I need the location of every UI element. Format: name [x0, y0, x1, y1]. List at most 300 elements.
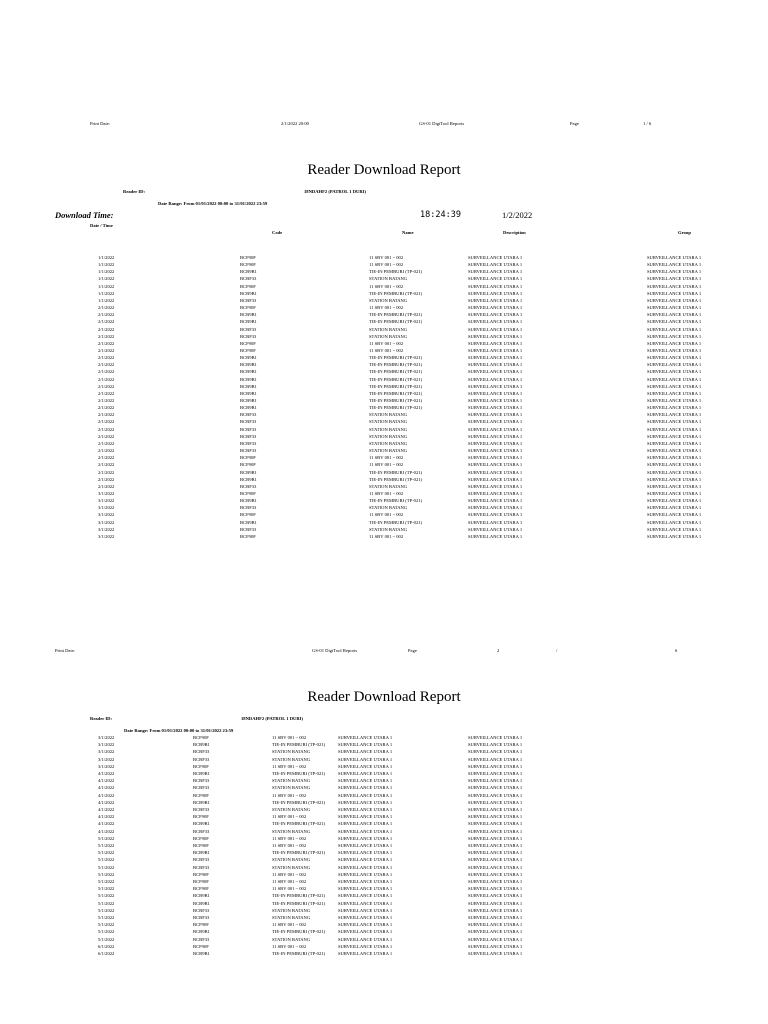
cell-name: TIE-IN PEMBURI (TP-021) [272, 742, 326, 748]
cell-name: 11 SBV 001 ~ 002 [369, 533, 404, 539]
cell-group: SURVEILLANCE UTARA 1 [468, 778, 523, 784]
cell-name: TIE-IN PEMBURI (TP-021) [369, 319, 423, 325]
table-row [0, 806, 768, 813]
table-row [0, 748, 768, 755]
cell-name: STATION BATANG [369, 433, 408, 439]
cell-date: 2/1/2022 [98, 376, 115, 382]
cell-desc: SURVEILLANCE UTARA 1 [468, 519, 523, 525]
cell-group: SURVEILLANCE UTARA 1 [468, 828, 523, 834]
table-row [0, 368, 768, 375]
cell-date: 5/1/2022 [98, 864, 115, 870]
page-current: 2 [497, 648, 500, 653]
cell-code: BCB9B1 [240, 362, 257, 368]
cell-name: TIE-IN PEMBURI (TP-021) [272, 850, 326, 856]
cell-group: SURVEILLANCE UTARA 1 [647, 312, 702, 318]
cell-code: BCF90F [240, 462, 256, 468]
cell-name: TIE-IN PEMBURI (TP-021) [369, 369, 423, 375]
page-number: 1 / 6 [643, 121, 652, 126]
table-row [0, 404, 768, 411]
report-title: Reader Download Report [307, 689, 461, 705]
cell-desc: SURVEILLANCE UTARA 1 [338, 857, 393, 863]
cell-name: STATION BATANG [369, 297, 408, 303]
table-row [0, 490, 768, 497]
cell-desc: SURVEILLANCE UTARA 1 [338, 900, 393, 906]
table-row [0, 907, 768, 914]
cell-desc: SURVEILLANCE UTARA 1 [468, 269, 523, 275]
cell-desc: SURVEILLANCE UTARA 1 [468, 255, 523, 260]
table-row [0, 361, 768, 368]
cell-name: TIE-IN PEMBURI (TP-021) [369, 476, 423, 482]
cell-date: 3/1/2022 [98, 533, 115, 539]
cell-desc: SURVEILLANCE UTARA 1 [338, 835, 393, 841]
cell-group: SURVEILLANCE UTARA 1 [647, 526, 702, 532]
cell-code: BCBF33 [240, 448, 257, 454]
table-row [0, 354, 768, 361]
system-name: GS-01 DigiTool Reports [419, 121, 465, 126]
cell-group: SURVEILLANCE UTARA 1 [647, 362, 702, 368]
cell-group: SURVEILLANCE UTARA 1 [468, 785, 523, 791]
cell-group: SURVEILLANCE UTARA 1 [647, 355, 702, 361]
cell-desc: SURVEILLANCE UTARA 1 [468, 448, 523, 454]
print-date-label: Print Date: [90, 121, 111, 126]
cell-code: BCB9B1 [240, 383, 257, 389]
table-row [0, 461, 768, 468]
cell-code: BCB9B1 [240, 519, 257, 525]
cell-group: SURVEILLANCE UTARA 1 [647, 283, 702, 289]
cell-date: 5/1/2022 [98, 871, 115, 877]
cell-desc: SURVEILLANCE UTARA 1 [338, 915, 393, 920]
cell-code: BCB9B1 [193, 821, 210, 827]
cell-group: SURVEILLANCE UTARA 1 [468, 850, 523, 856]
cell-group: SURVEILLANCE UTARA 1 [647, 440, 702, 446]
cell-code: BCF90F [193, 922, 209, 928]
table-row [0, 326, 768, 333]
cell-date: 4/1/2022 [98, 828, 115, 834]
cell-date: 5/1/2022 [98, 922, 115, 928]
cell-desc: SURVEILLANCE UTARA 1 [338, 936, 393, 942]
cell-name: TIE-IN PEMBURI (TP-021) [369, 469, 423, 475]
cell-code: BCB9B1 [240, 376, 257, 382]
table-row [0, 878, 768, 885]
cell-desc: SURVEILLANCE UTARA 1 [468, 462, 523, 468]
table-row [0, 820, 768, 827]
cell-desc: SURVEILLANCE UTARA 1 [468, 290, 523, 296]
cell-desc: SURVEILLANCE UTARA 1 [338, 807, 393, 812]
cell-date: 5/1/2022 [98, 850, 115, 856]
cell-desc: SURVEILLANCE UTARA 1 [468, 433, 523, 439]
cell-group: SURVEILLANCE UTARA 1 [468, 879, 523, 884]
cell-name: STATION BATANG [272, 915, 311, 920]
download-time: 18:24:39 [420, 210, 461, 220]
cell-group: SURVEILLANCE UTARA 1 [468, 943, 523, 949]
cell-date: 5/1/2022 [98, 929, 115, 935]
table-row [0, 777, 768, 784]
cell-date: 5/1/2022 [98, 857, 115, 863]
cell-group: SURVEILLANCE UTARA 1 [647, 519, 702, 525]
cell-desc: SURVEILLANCE UTARA 1 [468, 383, 523, 389]
print-date-label: Print Date: [55, 648, 76, 653]
cell-date: 2/1/2022 [98, 483, 115, 489]
cell-code: BCB9B1 [193, 742, 210, 748]
cell-group: SURVEILLANCE UTARA 1 [647, 340, 702, 346]
cell-name: TIE-IN PEMBURI (TP-021) [272, 799, 326, 805]
table-row [0, 741, 768, 748]
cell-desc: SURVEILLANCE UTARA 1 [338, 943, 393, 949]
cell-desc: SURVEILLANCE UTARA 1 [468, 469, 523, 475]
cell-code: BCBF33 [240, 440, 257, 446]
cell-group: SURVEILLANCE UTARA 1 [468, 763, 523, 769]
cell-date: 5/1/2022 [98, 907, 115, 913]
cell-group: SURVEILLANCE UTARA 1 [468, 735, 523, 740]
cell-desc: SURVEILLANCE UTARA 1 [468, 362, 523, 368]
cell-date: 5/1/2022 [98, 936, 115, 942]
cell-code: BCBF33 [193, 907, 210, 913]
table-row [0, 333, 768, 340]
cell-group: SURVEILLANCE UTARA 1 [647, 383, 702, 389]
cell-name: 11 SBV 001 ~ 002 [272, 943, 307, 949]
cell-group: SURVEILLANCE UTARA 1 [647, 433, 702, 439]
cell-code: BCB9B1 [240, 405, 257, 411]
cell-desc: SURVEILLANCE UTARA 1 [338, 886, 393, 892]
date-range: Date Range: From 01/01/2022 00:00 to 31/01/2022 23:59 [158, 201, 268, 206]
cell-group: SURVEILLANCE UTARA 1 [647, 376, 702, 382]
date-range: Date Range: From 01/01/2022 00:00 to 31/01/2022 23:59 [124, 728, 234, 733]
cell-date: 5/1/2022 [98, 900, 115, 906]
cell-name: TIE-IN PEMBURI (TP-021) [369, 312, 423, 318]
cell-group: SURVEILLANCE UTARA 1 [468, 843, 523, 848]
cell-code: BCBF33 [193, 915, 210, 920]
table-row [0, 340, 768, 347]
cell-desc: SURVEILLANCE UTARA 1 [338, 792, 393, 798]
cell-date: 3/1/2022 [98, 526, 115, 532]
cell-name: STATION BATANG [369, 426, 408, 432]
cell-desc: SURVEILLANCE UTARA 1 [468, 398, 523, 403]
table-row [0, 936, 768, 943]
cell-group: SURVEILLANCE UTARA 1 [647, 455, 702, 461]
cell-name: TIE-IN PEMBURI (TP-021) [369, 519, 423, 525]
cell-code: BCF90F [193, 879, 209, 884]
table-row [0, 792, 768, 799]
cell-desc: SURVEILLANCE UTARA 1 [468, 283, 523, 289]
cell-name: STATION BATANG [272, 907, 311, 913]
table-row [0, 892, 768, 899]
cell-group: SURVEILLANCE UTARA 1 [468, 807, 523, 812]
table-row [0, 533, 768, 540]
cell-code: BCBF33 [240, 483, 257, 489]
cell-desc: SURVEILLANCE UTARA 1 [468, 490, 523, 496]
cell-name: STATION BATANG [369, 505, 408, 511]
page-total: 6 [675, 648, 678, 653]
cell-group: SURVEILLANCE UTARA 1 [468, 864, 523, 870]
cell-date: 3/1/2022 [98, 756, 115, 762]
cell-desc: SURVEILLANCE UTARA 1 [338, 951, 393, 956]
reader-id-label: Reader ID: [123, 189, 145, 194]
cell-code: BCBF33 [240, 426, 257, 432]
cell-date: 6/1/2022 [98, 943, 115, 949]
cell-code: BCF90F [193, 886, 209, 892]
cell-date: 4/1/2022 [98, 778, 115, 784]
table-row [0, 856, 768, 863]
col-date-time: Date / Time [90, 223, 113, 228]
cell-name: STATION BATANG [369, 440, 408, 446]
cell-group: SURVEILLANCE UTARA 1 [647, 405, 702, 411]
cell-name: STATION BATANG [272, 857, 311, 863]
cell-date: 5/1/2022 [98, 915, 115, 920]
cell-code: BCF90F [193, 871, 209, 877]
cell-code: BCBF33 [193, 936, 210, 942]
cell-desc: SURVEILLANCE UTARA 1 [468, 390, 523, 396]
cell-name: 11 SBV 001 ~ 002 [272, 922, 307, 928]
cell-group: SURVEILLANCE UTARA 1 [468, 886, 523, 892]
cell-desc: SURVEILLANCE UTARA 1 [338, 871, 393, 877]
cell-date: 2/1/2022 [98, 455, 115, 461]
cell-date: 3/1/2022 [98, 742, 115, 748]
page-label: Page [408, 648, 417, 653]
cell-desc: SURVEILLANCE UTARA 1 [468, 419, 523, 425]
cell-code: BCB9B1 [193, 799, 210, 805]
cell-code: BCBF33 [240, 276, 257, 282]
table-row [0, 849, 768, 856]
table-row [0, 440, 768, 447]
cell-code: BCB9B1 [240, 312, 257, 318]
cell-group: SURVEILLANCE UTARA 1 [647, 369, 702, 375]
cell-desc: SURVEILLANCE UTARA 1 [338, 922, 393, 928]
cell-group: SURVEILLANCE UTARA 1 [647, 390, 702, 396]
cell-desc: SURVEILLANCE UTARA 1 [468, 440, 523, 446]
cell-desc: SURVEILLANCE UTARA 1 [468, 405, 523, 411]
cell-name: 11 SBV 001 ~ 002 [272, 835, 307, 841]
cell-code: BCF90F [193, 814, 209, 820]
table-row [0, 469, 768, 476]
cell-group: SURVEILLANCE UTARA 1 [647, 305, 702, 311]
cell-desc: SURVEILLANCE UTARA 1 [468, 526, 523, 532]
cell-name: TIE-IN PEMBURI (TP-021) [272, 951, 326, 956]
cell-code: BCBF33 [240, 326, 257, 332]
cell-date: 3/1/2022 [98, 735, 115, 740]
cell-desc: SURVEILLANCE UTARA 1 [468, 455, 523, 461]
cell-date: 4/1/2022 [98, 771, 115, 776]
cell-desc: SURVEILLANCE UTARA 1 [338, 893, 393, 899]
cell-code: BCBF33 [240, 412, 257, 418]
cell-date: 4/1/2022 [98, 821, 115, 827]
cell-name: 11 SBV 001 ~ 002 [272, 879, 307, 884]
cell-desc: SURVEILLANCE UTARA 1 [468, 262, 523, 268]
table-row [0, 390, 768, 397]
cell-date: 2/1/2022 [98, 347, 115, 353]
cell-desc: SURVEILLANCE UTARA 1 [338, 799, 393, 805]
cell-name: STATION BATANG [272, 778, 311, 784]
table-row [0, 261, 768, 268]
cell-date: 5/1/2022 [98, 835, 115, 841]
cell-name: TIE-IN PEMBURI (TP-021) [369, 362, 423, 368]
cell-code: BCF90F [240, 305, 256, 311]
table-row [0, 864, 768, 871]
cell-desc: SURVEILLANCE UTARA 1 [468, 376, 523, 382]
cell-code: BCF90F [240, 262, 256, 268]
reader-id-value: 18NDAHF2 (PATROL 1 DURI) [304, 189, 366, 194]
cell-date: 3/1/2022 [98, 763, 115, 769]
table-row [0, 928, 768, 935]
cell-group: SURVEILLANCE UTARA 1 [647, 297, 702, 303]
cell-date: 2/1/2022 [98, 390, 115, 396]
table-row [0, 397, 768, 404]
cell-group: SURVEILLANCE UTARA 1 [647, 462, 702, 468]
cell-name: TIE-IN PEMBURI (TP-021) [369, 498, 423, 504]
cell-code: BCB9B1 [240, 355, 257, 361]
table-row [0, 497, 768, 504]
cell-code: BCB9B1 [193, 893, 210, 899]
cell-name: 11 SBV 001 ~ 002 [272, 735, 307, 740]
cell-date: 2/1/2022 [98, 448, 115, 454]
cell-group: SURVEILLANCE UTARA 1 [468, 929, 523, 935]
cell-group: SURVEILLANCE UTARA 1 [468, 749, 523, 755]
table-row [0, 297, 768, 304]
cell-name: 11 SBV 001 ~ 002 [369, 347, 404, 353]
cell-code: BCBF33 [193, 749, 210, 755]
system-name: GS-01 DigiTool Reports [312, 648, 358, 653]
cell-name: STATION BATANG [369, 326, 408, 332]
cell-name: STATION BATANG [369, 276, 408, 282]
cell-date: 2/1/2022 [98, 433, 115, 439]
table-row [0, 283, 768, 290]
cell-name: 11 SBV 001 ~ 002 [369, 512, 404, 518]
cell-name: 11 SBV 001 ~ 002 [272, 763, 307, 769]
cell-group: SURVEILLANCE UTARA 1 [468, 871, 523, 877]
table-row [0, 433, 768, 440]
table-row [0, 504, 768, 511]
cell-name: STATION BATANG [272, 807, 311, 812]
cell-name: 11 SBV 001 ~ 002 [272, 814, 307, 820]
cell-code: BCF90F [193, 835, 209, 841]
cell-group: SURVEILLANCE UTARA 1 [468, 792, 523, 798]
cell-name: STATION BATANG [369, 419, 408, 425]
cell-date: 2/1/2022 [98, 362, 115, 368]
cell-code: BCBF33 [193, 864, 210, 870]
page-separator: / [556, 648, 558, 653]
cell-group: SURVEILLANCE UTARA 1 [468, 936, 523, 942]
cell-name: STATION BATANG [272, 749, 311, 755]
cell-group: SURVEILLANCE UTARA 1 [647, 398, 702, 403]
cell-group: SURVEILLANCE UTARA 1 [647, 412, 702, 418]
cell-date: 1/1/2022 [98, 283, 115, 289]
table-row [0, 268, 768, 275]
cell-group: SURVEILLANCE UTARA 1 [647, 505, 702, 511]
cell-desc: SURVEILLANCE UTARA 1 [468, 340, 523, 346]
cell-group: SURVEILLANCE UTARA 1 [647, 290, 702, 296]
cell-desc: SURVEILLANCE UTARA 1 [468, 276, 523, 282]
cell-name: STATION BATANG [272, 756, 311, 762]
cell-code: BCF90F [240, 347, 256, 353]
col-code: Code [272, 230, 283, 235]
cell-code: BCBF33 [193, 857, 210, 863]
table-row [0, 347, 768, 354]
cell-group: SURVEILLANCE UTARA 1 [468, 771, 523, 776]
cell-date: 4/1/2022 [98, 785, 115, 791]
cell-group: SURVEILLANCE UTARA 1 [647, 476, 702, 482]
cell-code: BCB9B1 [240, 476, 257, 482]
col-name: Name [402, 230, 414, 235]
table-row [0, 784, 768, 791]
table-row [0, 454, 768, 461]
cell-code: BCBF33 [193, 785, 210, 791]
table-row [0, 835, 768, 842]
cell-name: TIE-IN PEMBURI (TP-021) [272, 929, 326, 935]
cell-date: 1/1/2022 [98, 276, 115, 282]
cell-name: 11 SBV 001 ~ 002 [369, 305, 404, 311]
cell-name: 11 SBV 001 ~ 002 [369, 255, 404, 260]
cell-code: BCBF33 [240, 526, 257, 532]
cell-name: TIE-IN PEMBURI (TP-021) [369, 398, 423, 403]
cell-name: TIE-IN PEMBURI (TP-021) [369, 269, 423, 275]
cell-date: 4/1/2022 [98, 799, 115, 805]
cell-date: 3/1/2022 [98, 498, 115, 504]
cell-desc: SURVEILLANCE UTARA 1 [468, 333, 523, 339]
cell-group: SURVEILLANCE UTARA 1 [647, 533, 702, 539]
cell-date: 2/1/2022 [98, 476, 115, 482]
cell-code: BCF90F [240, 512, 256, 518]
cell-group: SURVEILLANCE UTARA 1 [468, 900, 523, 906]
cell-date: 2/1/2022 [98, 412, 115, 418]
cell-name: 11 SBV 001 ~ 002 [272, 871, 307, 877]
cell-code: BCB9B1 [240, 290, 257, 296]
cell-desc: SURVEILLANCE UTARA 1 [338, 850, 393, 856]
reader-id-label: Reader ID: [90, 716, 112, 721]
table-row [0, 519, 768, 526]
cell-code: BCBF33 [240, 297, 257, 303]
cell-date: 5/1/2022 [98, 886, 115, 892]
cell-name: TIE-IN PEMBURI (TP-021) [272, 821, 326, 827]
cell-name: 11 SBV 001 ~ 002 [369, 490, 404, 496]
cell-group: SURVEILLANCE UTARA 1 [468, 756, 523, 762]
table-row [0, 376, 768, 383]
cell-date: 3/1/2022 [98, 505, 115, 511]
table-row [0, 290, 768, 297]
table-row [0, 447, 768, 454]
cell-desc: SURVEILLANCE UTARA 1 [468, 533, 523, 539]
cell-name: 11 SBV 001 ~ 002 [369, 462, 404, 468]
cell-code: BCF90F [240, 283, 256, 289]
cell-code: BCF90F [193, 735, 209, 740]
cell-name: STATION BATANG [369, 333, 408, 339]
cell-date: 3/1/2022 [98, 519, 115, 525]
table-row [0, 483, 768, 490]
cell-desc: SURVEILLANCE UTARA 1 [468, 326, 523, 332]
cell-desc: SURVEILLANCE UTARA 1 [468, 476, 523, 482]
cell-desc: SURVEILLANCE UTARA 1 [338, 778, 393, 784]
cell-code: BCF90F [240, 490, 256, 496]
table-row [0, 914, 768, 921]
cell-name: TIE-IN PEMBURI (TP-021) [369, 405, 423, 411]
cell-date: 2/1/2022 [98, 383, 115, 389]
cell-date: 2/1/2022 [98, 440, 115, 446]
cell-desc: SURVEILLANCE UTARA 1 [468, 347, 523, 353]
cell-date: 2/1/2022 [98, 355, 115, 361]
cell-date: 1/1/2022 [98, 269, 115, 275]
cell-desc: SURVEILLANCE UTARA 1 [338, 756, 393, 762]
cell-date: 5/1/2022 [98, 879, 115, 884]
cell-date: 2/1/2022 [98, 319, 115, 325]
cell-name: TIE-IN PEMBURI (TP-021) [369, 376, 423, 382]
cell-group: SURVEILLANCE UTARA 1 [468, 915, 523, 920]
cell-desc: SURVEILLANCE UTARA 1 [468, 505, 523, 511]
cell-group: SURVEILLANCE UTARA 1 [647, 276, 702, 282]
cell-group: SURVEILLANCE UTARA 1 [647, 426, 702, 432]
cell-name: STATION BATANG [272, 828, 311, 834]
table-row [0, 900, 768, 907]
cell-date: 1/1/2022 [98, 297, 115, 303]
cell-group: SURVEILLANCE UTARA 1 [647, 498, 702, 504]
table-row [0, 734, 768, 741]
